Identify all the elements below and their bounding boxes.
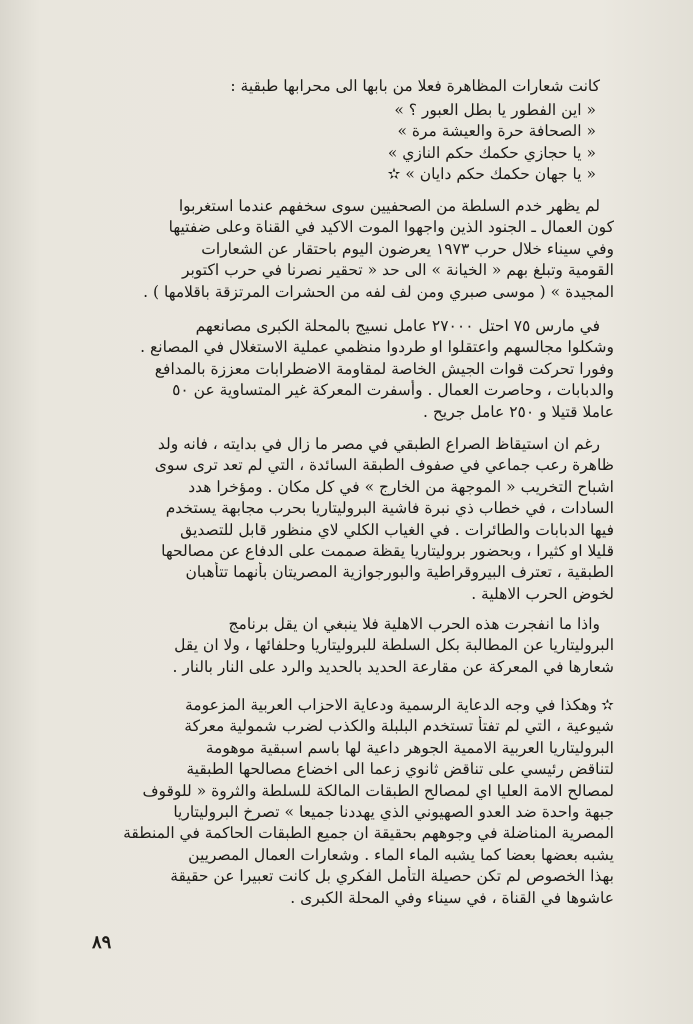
slogan-list xyxy=(96,100,614,186)
text-line: المجيدة » ( موسى صبري ومن لف لفه من الحشرات المرتزقة باقلامها ) . xyxy=(143,282,614,301)
text-line: يشبه بعضها بعضا كما يشبه الماء الماء . وشعارات العمال المصريين xyxy=(188,845,614,864)
text-line: لتناقض رئيسي على تناقض ثانوي زعما الى اخضاع مصالحها الطبقية xyxy=(186,760,614,779)
text-line xyxy=(96,695,614,716)
slogan-line: « يا حجازي حكمك حكم النازي » xyxy=(387,143,596,162)
text-line: السادات ، في خطاب ذي نبرة فاشية البروليتاريا بحرب مجابهة يستخدم xyxy=(165,499,614,518)
text-line: جبهة واحدة ضد العدو الصهيوني الذي يهددنا جميعا » تصرخ البروليتاريا xyxy=(173,803,614,822)
text-line: البروليتاريا العربية الاممية الجوهر داعية لها باسم اسبقية موهومة xyxy=(205,738,614,757)
text-line: كون العمال ـ الجنود الذين واجهوا الموت الاكيد في القناة وعلى ضفتيها xyxy=(168,218,614,237)
text-line: والدبابات ، وحاصرت العمال . وأسفرت المعركة غير المتساوية عن ٥٠ xyxy=(172,381,614,400)
text-line: وفي سيناء خلال حرب ١٩٧٣ يعرضون اليوم باحتقار عن الشعارات xyxy=(201,239,614,258)
text-line: عاشوها في القناة ، في سيناء وفي المحلة الكبرى . xyxy=(290,888,614,907)
text-line: واذا ما انفجرت هذه الحرب الاهلية فلا ينبغي ان يقل برنامج xyxy=(228,615,600,633)
text-line: اشباح التخريب « الموجهة من الخارج » في كل مكان . ومؤخرا هدد xyxy=(188,477,614,496)
paragraph-mahalla-strike xyxy=(96,316,614,423)
slogan-line: « اين الفطور يا بطل العبور ؟ » xyxy=(394,101,596,119)
text-line: القومية وتبلغ بهم « الخيانة » الى حد « تحقير نصرنا في حرب اكتوبر xyxy=(181,261,614,280)
footnote-star-icon: ✫ xyxy=(601,696,614,714)
text-line: رغم ان استيقاظ الصراع الطبقي في مصر ما زال في بدايته ، فانه ولد xyxy=(157,435,600,453)
text-line: المصرية المناضلة في وجوههم بحقيقة ان جميع الطبقات الحاكمة في المنطقة xyxy=(123,824,614,843)
text-line: لم يظهر خدم السلطة من الصحفيين سوى سخفهم عندما استغربوا xyxy=(178,197,600,215)
text-line: بهذا الخصوص لم تكن حصيلة التأمل الفكري بل كانت تعبيرا عن حقيقة xyxy=(170,867,614,886)
slogan-line: « يا جهان حكمك حكم دايان » ✫ xyxy=(387,165,596,184)
text-line: عاملا قتيلا و ٢٥٠ عامل جريح . xyxy=(423,402,614,421)
text-line: شيوعية ، التي لم تفتأ تستخدم البلبلة والكذب لضرب شمولية معركة xyxy=(184,717,614,736)
text-line: ظاهرة رعب جماعي في صفوف الطبقة السائدة ، التي لم تعد ترى سوى xyxy=(154,456,614,475)
text-line: الطبقية ، تعترف البيروقراطية والبورجوازية المصريتان بأنهما تتأهبان xyxy=(185,563,614,582)
footnote xyxy=(96,695,614,909)
text-line: لمصالح الامة العليا اي لمصالح الطبقات المالكة للسلطة والثروة « للوقوف xyxy=(142,781,614,800)
intro-line xyxy=(96,76,614,97)
text-line: كانت شعارات المظاهرة فعلا من بابها الى محرابها طبقية : xyxy=(230,77,600,95)
paragraph-journalists xyxy=(96,196,614,303)
text-line: وشكلوا مجالسهم واعتقلوا او طردوا منظمي عملية الاستغلال في المصانع . xyxy=(140,338,614,357)
text-line: قليلا او كثيرا ، وبحضور بروليتاريا يقظة صممت على الدفاع عن مصالحها xyxy=(161,542,614,561)
text-line: شعارها في المعركة عن مقارعة الحديد بالحديد والرد على النار بالنار . xyxy=(172,657,614,676)
paragraph-class-struggle xyxy=(96,434,614,605)
text-line: لخوض الحرب الاهلية . xyxy=(471,584,614,603)
text-line: وفورا تحركت قوات الجيش الخاصة لمقاومة الاضطرابات معززة بالمدافع xyxy=(154,359,614,378)
text-line: البروليتاريا عن المطالبة بكل السلطة للبروليتاريا وحلفائها ، ولا ان يقل xyxy=(174,636,614,655)
footnote-text: وهكذا في وجه الدعاية الرسمية ودعاية الاحزاب العربية المزعومة xyxy=(185,696,597,714)
text-line: في مارس ٧٥ احتل ٢٧٠٠٠ عامل نسيج بالمحلة الكبرى مصانعهم xyxy=(195,317,600,335)
paragraph-civil-war xyxy=(96,614,614,678)
text-line: فيها الدبابات والطائرات . في الغياب الكلي لاي منظور قابل للتصديق xyxy=(180,520,614,539)
page-number: ٨٩ xyxy=(92,932,112,953)
slogan-line: « الصحافة حرة والعيشة مرة » xyxy=(397,122,596,141)
